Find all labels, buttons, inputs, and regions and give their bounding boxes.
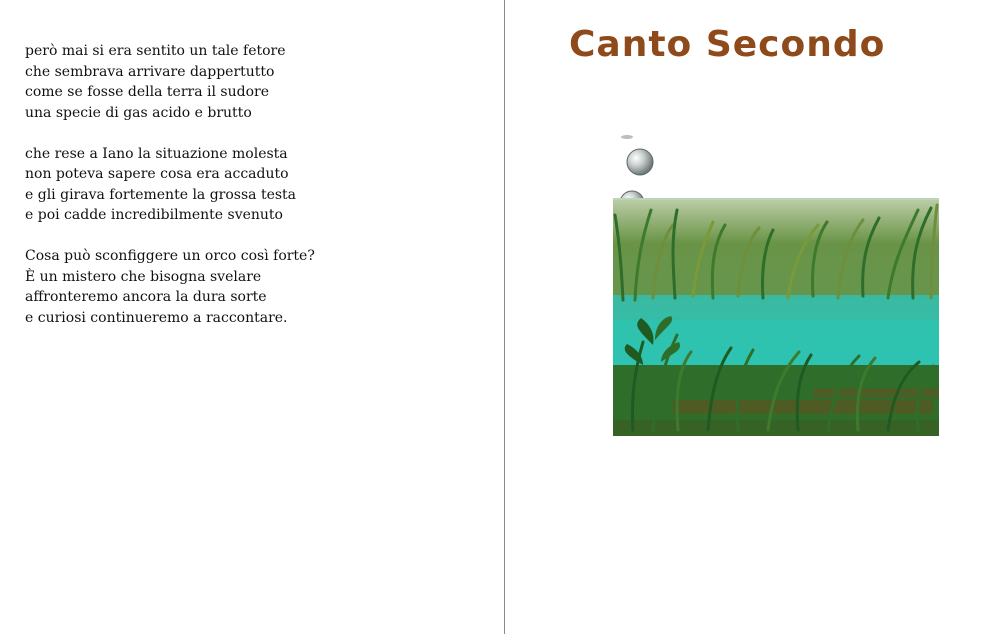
poem-line: e curiosi continueremo a raccontare.: [25, 309, 288, 326]
poem-line: non poteva sapere cosa era accaduto: [25, 166, 289, 182]
stanza-3: [25, 246, 315, 328]
poem-line: È un mistero che bisogna svelare: [25, 268, 262, 285]
poem-line: però mai si era sentito un tale fetore: [25, 43, 286, 59]
swamp-illustration: [613, 130, 939, 436]
poem-line: e poi cadde incredibilmente svenuto: [25, 207, 283, 223]
poem-text: [25, 41, 315, 349]
stanza-1: [25, 41, 315, 123]
poem-line: una specie di gas acido e brutto: [25, 104, 252, 121]
poem-line: affronteremo ancora la dura sorte: [25, 289, 267, 305]
poem-line: che rese a Iano la situazione molesta: [25, 145, 288, 162]
chapter-title: Canto Secondo: [569, 24, 886, 65]
swamp-illustration-svg: [613, 130, 939, 436]
right-page: [505, 0, 996, 634]
poem-line: che sembrava arrivare dappertutto: [25, 63, 275, 80]
poem-line: Cosa può sconfiggere un orco così forte?: [25, 248, 315, 264]
poem-line: e gli girava fortemente la grossa testa: [25, 186, 297, 203]
stanza-2: [25, 144, 315, 226]
poem-line: come se fosse della terra il sudore: [25, 84, 269, 100]
swamp-scene: [613, 198, 939, 436]
